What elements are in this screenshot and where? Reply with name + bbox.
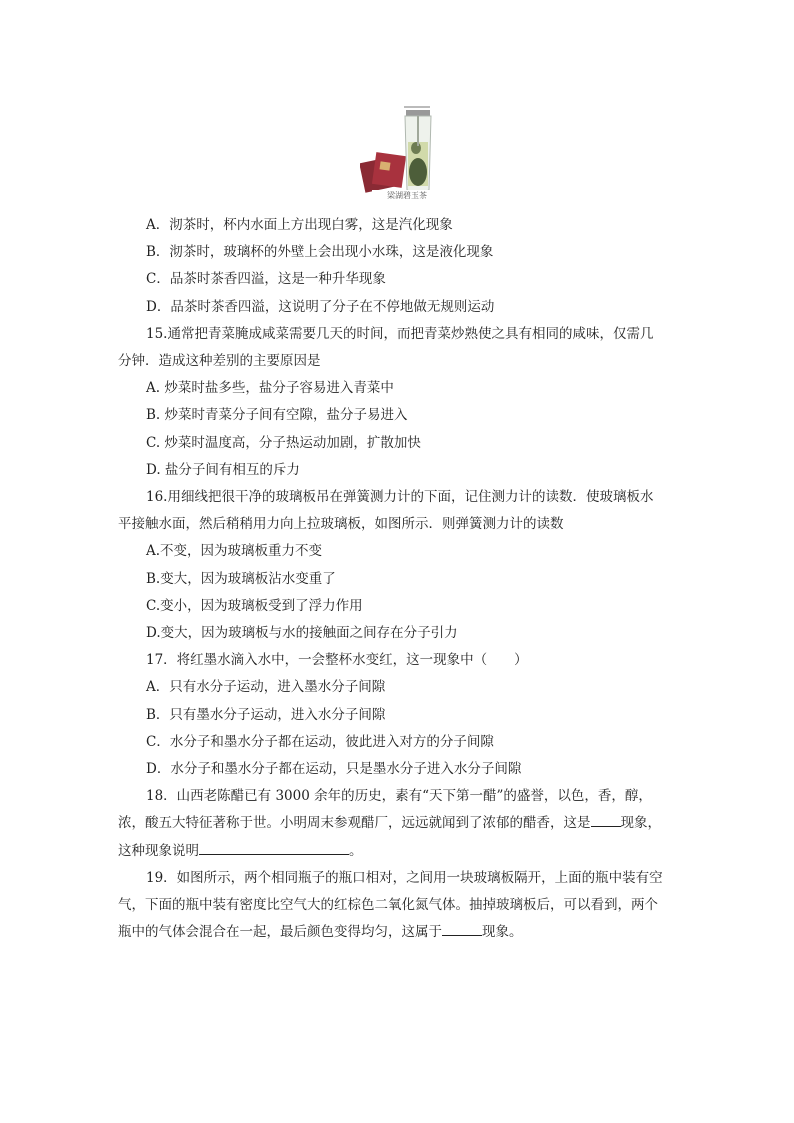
q18-blank-1[interactable]	[591, 812, 621, 827]
q19-line2: 气，下面的瓶中装有密度比空气大的红棕色二氧化氮气体。抽掉玻璃板后，可以看到，两个	[118, 897, 658, 914]
q18-line3-text: 这种现象说明	[118, 842, 199, 859]
q18-blank-2[interactable]	[199, 840, 349, 855]
q16-stem-line1: 16.用细线把很干净的玻璃板吊在弹簧测力计的下面，记住测力计的读数．使玻璃板水	[146, 489, 654, 506]
q16-option-d: D.变大，因为玻璃板与水的接触面之间存在分子引力	[146, 625, 458, 642]
q14-option-a: A．沏茶时，杯内水面上方出现白雾，这是汽化现象	[146, 217, 453, 233]
q18-line2	[118, 810, 678, 837]
q16-option-c: C.变小，因为玻璃板受到了浮力作用	[146, 597, 363, 614]
tea-glass-figure	[360, 102, 436, 202]
q14-option-c: C．品茶时茶香四溢，这是一种升华现象	[146, 271, 386, 288]
tea-glass-icon	[404, 106, 431, 192]
q17-stem: 17．将红墨水滴入水中，一会整杯水变红，这一现象中（ ）	[146, 652, 528, 669]
q16-option-a: A.不变，因为玻璃板重力不变	[146, 543, 323, 560]
q17-option-c: C．水分子和墨水分子都在运动，彼此进入对方的分子间隙	[146, 733, 494, 750]
q17-option-a: A．只有水分子运动，进入墨水分子间隙	[146, 679, 386, 696]
q16-option-b: B.变大，因为玻璃板沾水变重了	[146, 570, 336, 587]
tea-packet-icon	[360, 152, 406, 193]
q14-option-b: B．沏茶时，玻璃杯的外壁上会出现小水珠，这是液化现象	[146, 244, 494, 261]
q19-line3	[118, 919, 678, 946]
q15-option-a: A. 炒菜时盐多些，盐分子容易进入青菜中	[146, 380, 394, 397]
q17-option-d: D．水分子和墨水分子都在运动，只是墨水分子进入水分子间隙	[146, 761, 522, 778]
q18-line2-text: 浓，酸五大特征著称于世。小明周末参观醋厂，远远就闻到了浓郁的醋香，这是	[118, 815, 591, 832]
q15-stem-line2: 分钟．造成这种差别的主要原因是	[118, 353, 321, 370]
q15-stem-line1: 15.通常把青菜腌成咸菜需要几天的时间，而把青菜炒熟使之具有相同的咸味，仅需几	[146, 325, 654, 342]
q19-line1: 19．如图所示，两个相同瓶子的瓶口相对，之间用一块玻璃板隔开，上面的瓶中装有空	[146, 869, 663, 886]
figure-caption: 梁湖碧玉茶	[372, 190, 442, 202]
q18-line1: 18．山西老陈醋已有 3000 余年的历史，素有“天下第一醋”的盛誉，以色，香，醇，	[146, 788, 652, 805]
q16-stem-line2: 平接触水面，然后稍稍用力向上拉玻璃板，如图所示．则弹簧测力计的读数	[118, 516, 564, 533]
q19-blank[interactable]	[442, 921, 482, 936]
q14-option-d: D．品茶时茶香四溢，这说明了分子在不停地做无规则运动	[146, 298, 495, 315]
q18-line3-tail: 。	[349, 842, 363, 859]
q17-option-b: B．只有墨水分子运动，进入水分子间隙	[146, 706, 386, 723]
q15-option-c: C. 炒菜时温度高，分子热运动加剧，扩散加快	[146, 434, 421, 451]
q18-line2-tail: 现象，	[620, 815, 661, 832]
q18-line3	[118, 838, 678, 865]
question-content	[118, 212, 678, 946]
q15-option-b: B. 炒菜时青菜分子间有空隙，盐分子易进入	[146, 407, 408, 424]
q19-line3-tail: 现象。	[482, 924, 523, 941]
q19-line3-text: 瓶中的气体会混合在一起，最后颜色变得均匀，这属于	[118, 924, 442, 941]
q15-option-d: D. 盐分子间有相互的斥力	[146, 461, 300, 478]
